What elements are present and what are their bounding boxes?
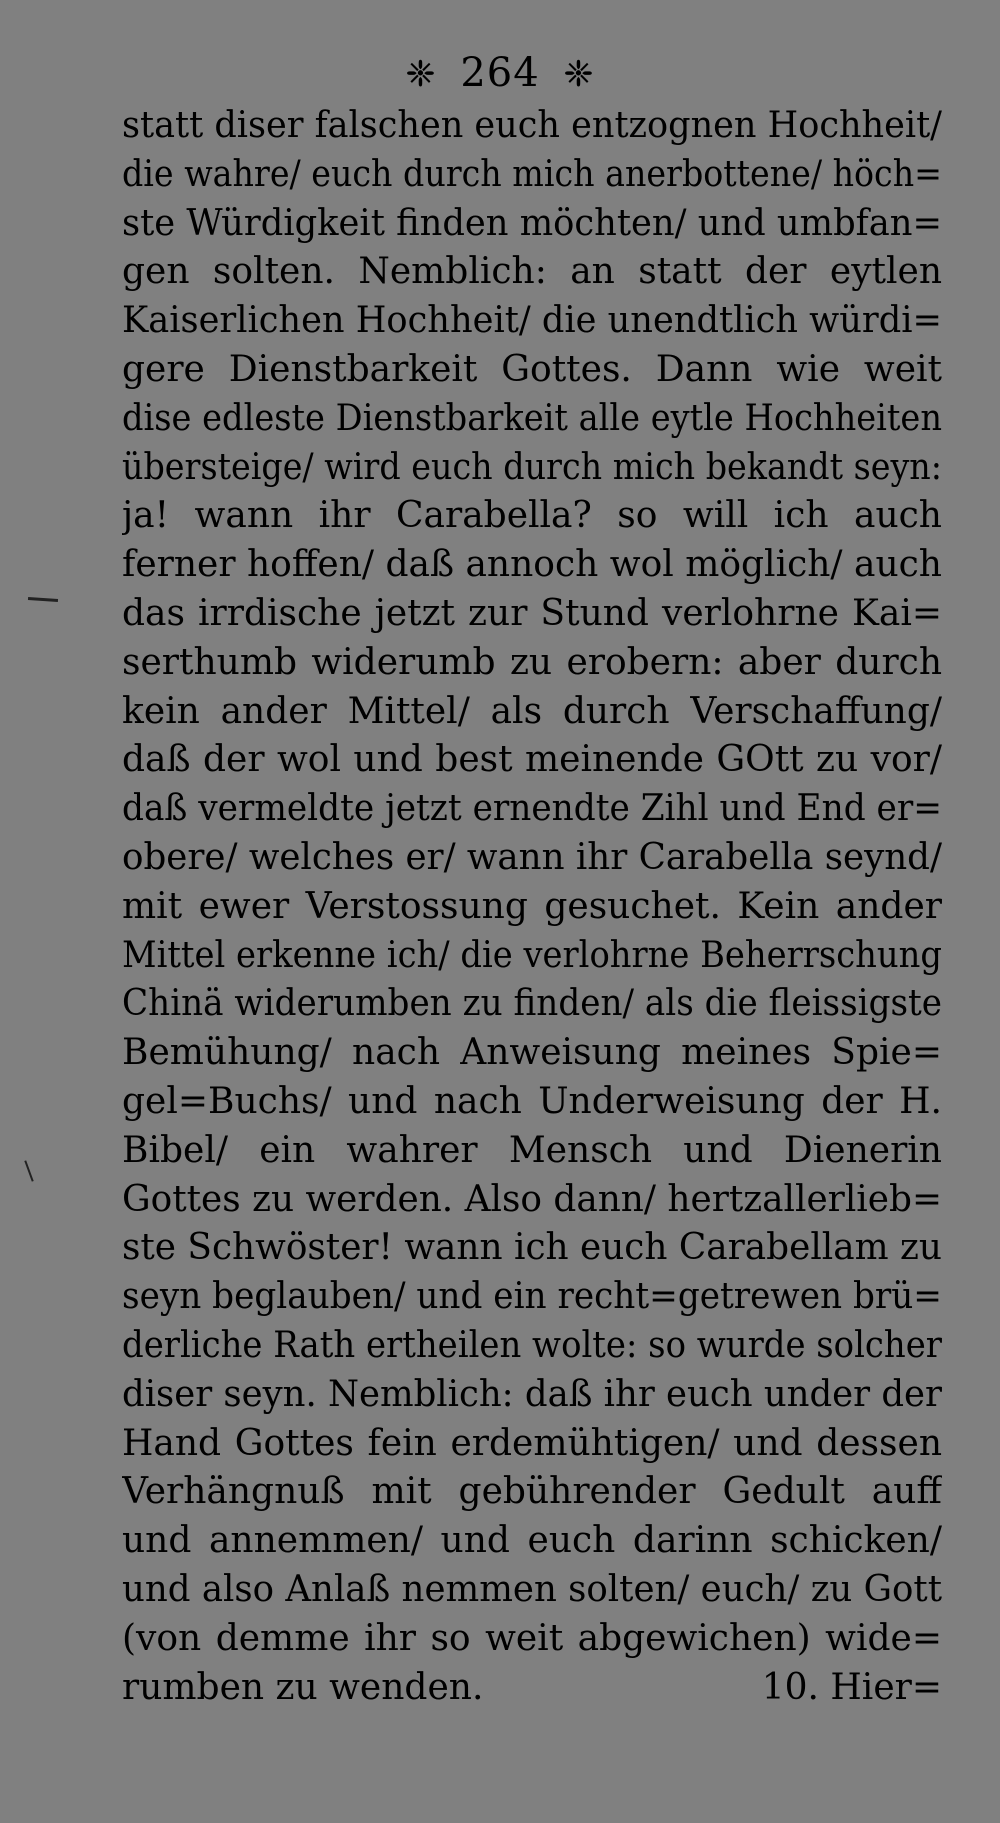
- text-line-content: dise edleste Dienstbarkeit alle eytle Hochheiten: [122, 397, 942, 439]
- text-line-content: obere/ welches er/ wann ihr Carabella seynd/: [122, 836, 942, 878]
- page-number: 264: [460, 50, 540, 96]
- text-line-content: serthumb widerumb zu erobern: aber durch: [122, 641, 942, 683]
- text-line: [122, 590, 942, 639]
- text-line: [122, 980, 942, 1029]
- text-line: [122, 736, 942, 785]
- text-line-content: ste Würdigkeit finden möchten/ und umbfan=: [122, 202, 942, 244]
- text-line: [122, 1224, 942, 1273]
- text-line-content: Bibel/ ein wahrer Mensch und Dienerin: [122, 1129, 942, 1171]
- text-line: [122, 1127, 942, 1176]
- text-line: [122, 1371, 942, 1420]
- text-line-content: die wahre/ euch durch mich anerbottene/ höch=: [122, 153, 942, 195]
- text-line: [122, 834, 942, 883]
- margin-mark: [28, 597, 58, 602]
- text-line-content: und annemmen/ und euch darinn schicken/: [122, 1520, 942, 1562]
- text-line: [122, 444, 942, 493]
- text-line-content: diser seyn. Nemblich: daß ihr euch under der: [122, 1373, 942, 1415]
- text-line: [122, 200, 942, 249]
- text-line: [122, 1420, 942, 1469]
- ornament-left-icon: ❈: [405, 54, 437, 95]
- text-line: [122, 1517, 942, 1566]
- text-line: [122, 1322, 942, 1371]
- text-line-content: Gottes zu werden. Also dann/ hertzallerlieb=: [122, 1178, 942, 1220]
- text-line: [122, 1615, 942, 1664]
- text-line: [122, 297, 942, 346]
- text-line: [122, 395, 942, 444]
- text-line: [122, 102, 942, 151]
- text-line-content: Chinä widerumben zu finden/ als die fleissigste: [122, 983, 942, 1025]
- text-line: [122, 492, 942, 541]
- ornament-right-icon: ❈: [563, 54, 595, 95]
- text-line: [122, 932, 942, 981]
- text-line-content: daß der wol und best meinende GOtt zu vor/: [122, 739, 942, 781]
- text-line: [122, 1078, 942, 1127]
- text-line-content: gel=Buchs/ und nach Underweisung der H.: [122, 1080, 942, 1122]
- text-line-content: ste Schwöster! wann ich euch Carabellam zu: [122, 1227, 942, 1269]
- text-line-content: (von demme ihr so weit abgewichen) wide=: [122, 1617, 942, 1659]
- text-line-content: derliche Rath ertheilen wolte: so wurde solcher: [122, 1324, 942, 1366]
- text-line: [122, 1664, 942, 1713]
- margin-mark: [24, 1160, 33, 1181]
- text-line-content: ferner hoffen/ daß annoch wol möglich/ auch: [122, 544, 942, 586]
- text-line: [122, 346, 942, 395]
- catchword: 10. Hier=: [761, 1666, 942, 1708]
- text-line-content: rumben zu wenden.: [122, 1666, 484, 1708]
- text-line: [122, 1273, 942, 1322]
- text-line-content: das irrdische jetzt zur Stund verlohrne Kai=: [122, 592, 942, 634]
- text-line-content: gen solten. Nemblich: an statt der eytlen: [122, 251, 942, 293]
- text-line: [122, 1029, 942, 1078]
- text-line: [122, 1468, 942, 1517]
- text-line-content: und also Anlaß nemmen solten/ euch/ zu Gott: [122, 1568, 942, 1610]
- text-line-content: kein ander Mittel/ als durch Verschaffung/: [122, 690, 942, 732]
- text-line: [122, 639, 942, 688]
- text-line-content: Bemühung/ nach Anweisung meines Spie=: [122, 1032, 942, 1074]
- text-line-content: Kaiserlichen Hochheit/ die unendtlich würdi=: [122, 300, 942, 342]
- text-line-content: ja! wann ihr Carabella? so will ich auch: [122, 495, 942, 537]
- text-line: [122, 541, 942, 590]
- text-line: [122, 785, 942, 834]
- text-line: [122, 248, 942, 297]
- text-line-content: Mittel erkenne ich/ die verlohrne Beherrschung: [122, 934, 942, 976]
- text-line-content: seyn beglauben/ und ein recht=getrewen brü=: [122, 1276, 942, 1318]
- text-line: [122, 883, 942, 932]
- text-line-content: Verhängnuß mit gebührender Gedult auff: [122, 1471, 942, 1513]
- text-line: [122, 688, 942, 737]
- text-line: [122, 1566, 942, 1615]
- text-line-content: mit ewer Verstossung gesuchet. Kein ander: [122, 885, 942, 927]
- text-line-content: gere Dienstbarkeit Gottes. Dann wie weit: [122, 348, 942, 390]
- text-line-content: daß vermeldte jetzt ernendte Zihl und End er=: [122, 788, 942, 830]
- text-line-content: übersteige/ wird euch durch mich bekandt seyn:: [122, 446, 942, 488]
- text-line: [122, 1176, 942, 1225]
- text-line: [122, 151, 942, 200]
- text-line-content: Hand Gottes fein erdemühtigen/ und dessen: [122, 1422, 942, 1464]
- text-line-content: statt diser falschen euch entzognen Hochheit/: [122, 105, 942, 146]
- page-header: [0, 50, 1000, 96]
- body-text: [122, 102, 942, 1712]
